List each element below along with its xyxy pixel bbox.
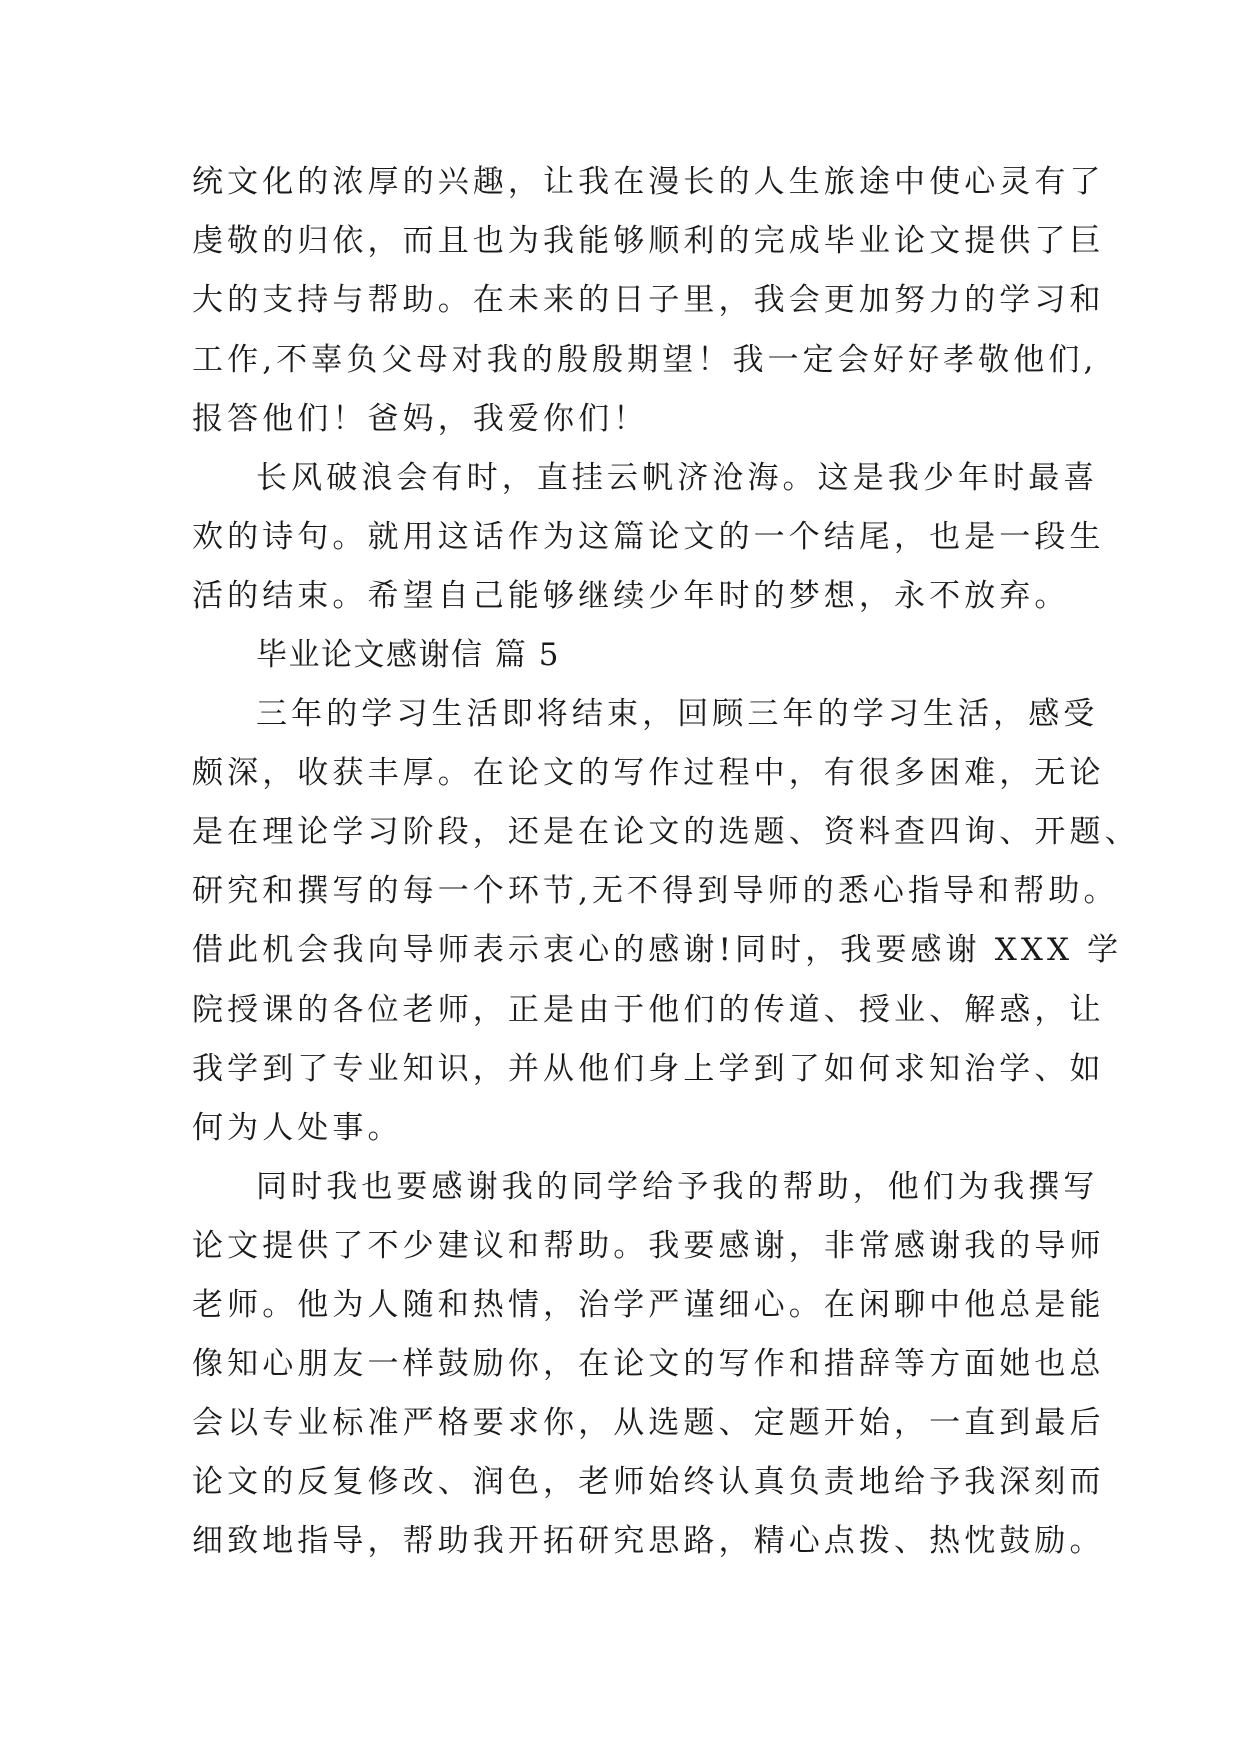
- text-line: 颇深，收获丰厚。在论文的写作过程中，有很多困难，无论: [192, 755, 1105, 791]
- paragraph-first-line: 三年的学习生活即将结束，回顾三年的学习生活，感受: [256, 696, 1099, 732]
- text-line: 统文化的浓厚的兴趣，让我在漫长的人生旅途中使心灵有了: [192, 164, 1105, 200]
- text-line: 会以专业标准严格要求你，从选题、定题开始，一直到最后: [192, 1405, 1105, 1441]
- text-line: 我学到了专业知识，并从他们身上学到了如何求知治学、如: [192, 1051, 1105, 1087]
- text-line: 是在理论学习阶段，还是在论文的选题、资料查四询、开题、: [192, 814, 1140, 850]
- text-line: 老师。他为人随和热情，治学严谨细心。在闲聊中他总是能: [192, 1287, 1105, 1323]
- text-line: 活的结束。希望自己能够继续少年时的梦想，永不放弃。: [192, 578, 1070, 614]
- text-line: 借此机会我向导师表示衷心的感谢!同时，我要感谢 XXX 学: [192, 932, 1123, 968]
- text-line: 论文的反复修改、润色，老师始终认真负责地给予我深刻而: [192, 1464, 1105, 1500]
- text-line: 院授课的各位老师，正是由于他们的传道、授业、解惑，让: [192, 992, 1105, 1028]
- text-line: 虔敬的归依，而且也为我能够顺利的完成毕业论文提供了巨: [192, 223, 1105, 259]
- text-line: 论文提供了不少建议和帮助。我要感谢，非常感谢我的导师: [192, 1228, 1105, 1264]
- text-line: 何为人处事。: [192, 1110, 403, 1146]
- paragraph-first-line: 同时我也要感谢我的同学给予我的帮助，他们为我撰写: [256, 1169, 1099, 1205]
- text-line: 欢的诗句。就用这话作为这篇论文的一个结尾，也是一段生: [192, 519, 1105, 555]
- text-line: 像知心朋友一样鼓励你，在论文的写作和措辞等方面她也总: [192, 1346, 1105, 1382]
- section-heading: 毕业论文感谢信 篇 5: [256, 637, 560, 673]
- text-line: 研究和撰写的每一个环节,无不得到导师的悉心指导和帮助。: [192, 873, 1119, 909]
- text-line: 工作,不辜负父母对我的殷殷期望！我一定会好好孝敬他们,: [192, 342, 1098, 378]
- text-line: 细致地指导，帮助我开拓研究思路，精心点拨、热忱鼓励。: [192, 1523, 1105, 1559]
- text-line: 大的支持与帮助。在未来的日子里，我会更加努力的学习和: [192, 282, 1105, 318]
- text-line: 报答他们！爸妈，我爱你们！: [192, 401, 649, 437]
- paragraph-first-line: 长风破浪会有时，直挂云帆济沧海。这是我少年时最喜: [256, 460, 1099, 496]
